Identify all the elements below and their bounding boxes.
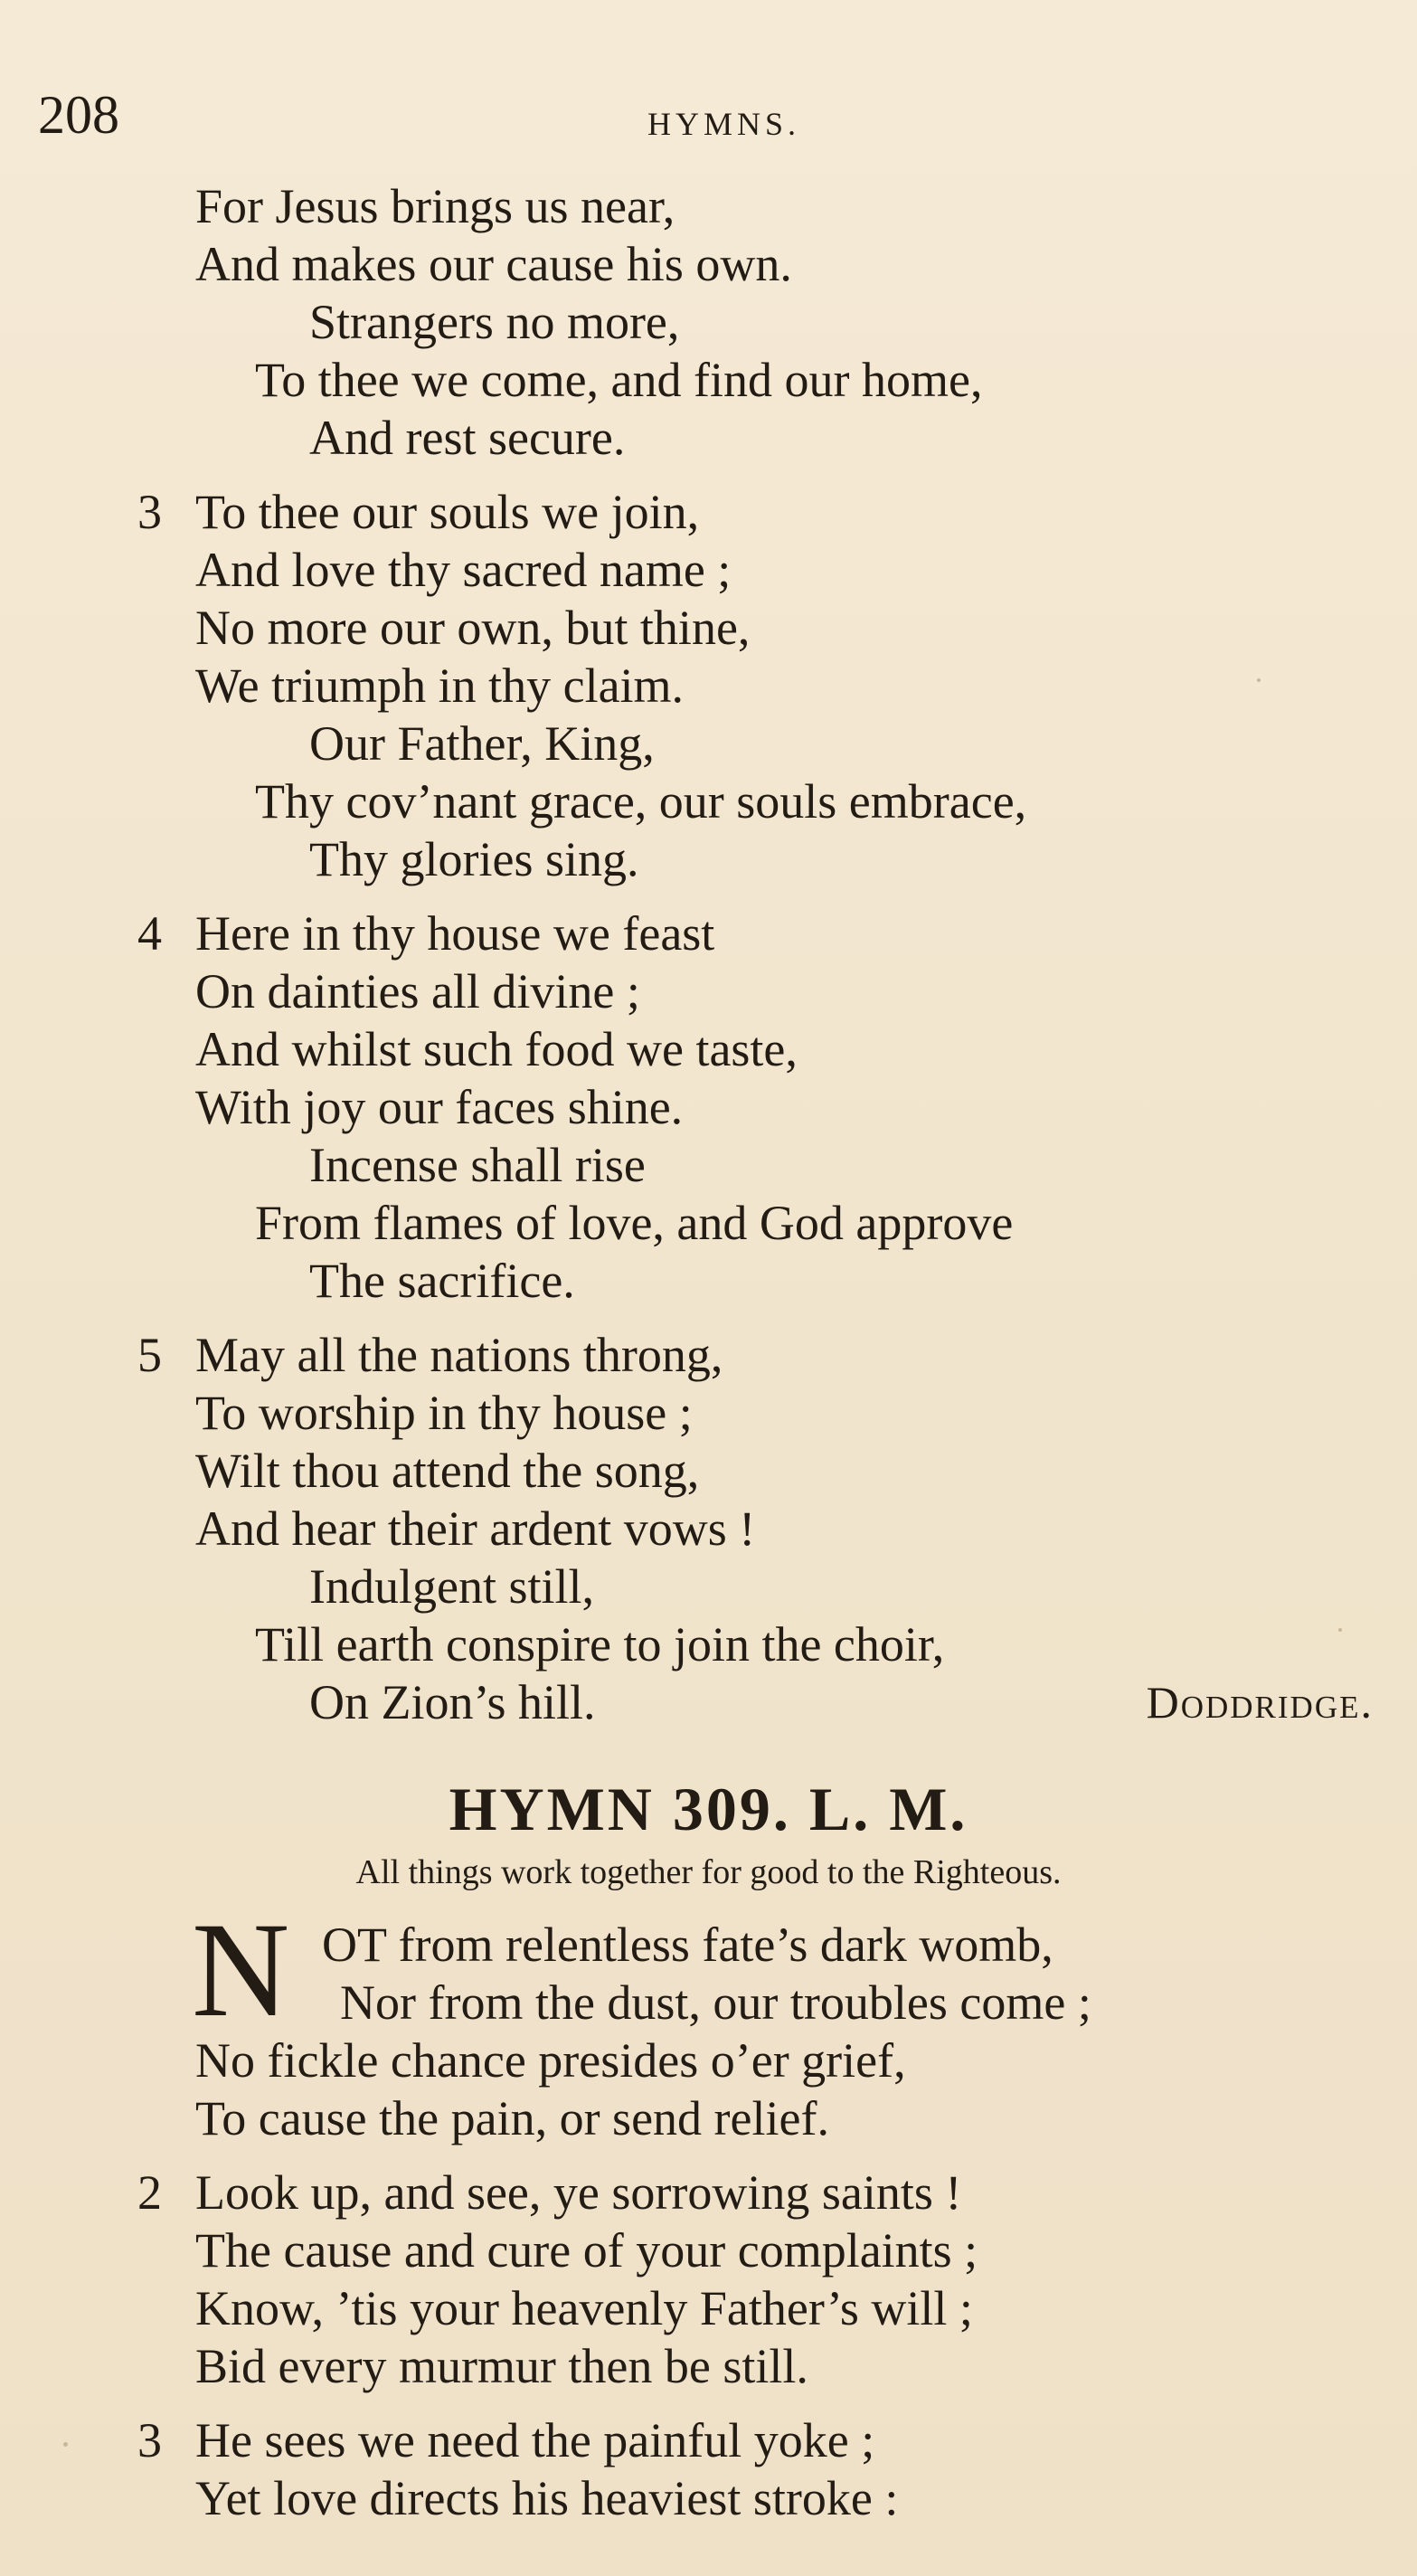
verse-line: He sees we need the painful yoke ; <box>195 2413 875 2467</box>
verse-line: Know, ’tis your heavenly Father’s will ; <box>195 2281 973 2335</box>
verse-line: Strangers no more, <box>309 295 680 349</box>
verse-line: Here in thy house we feast <box>195 906 715 961</box>
verse-line: The cause and cure of your complaints ; <box>195 2223 978 2278</box>
verse-line: No fickle chance presides o’er grief, <box>195 2033 906 2088</box>
hymn-title: HYMN 309. L. M. <box>449 1775 968 1843</box>
paper-speck <box>1257 678 1261 682</box>
verse-line: OT from relentless fate’s dark womb, <box>322 1918 1053 1972</box>
verse-line: Till earth conspire to join the choir, <box>255 1617 945 1672</box>
verse-line: And whilst such food we taste, <box>195 1022 798 1076</box>
running-title: HYMNS. <box>647 106 801 142</box>
verse-line: For Jesus brings us near, <box>195 179 675 233</box>
verse-line: The sacrifice. <box>309 1254 575 1308</box>
verse-line: On Zion’s hill. <box>309 1675 596 1729</box>
stanza-number: 3 <box>137 2413 162 2467</box>
stanza-number: 4 <box>137 906 162 961</box>
verse-line: And love thy sacred name ; <box>195 543 732 597</box>
verse-line: And makes our cause his own. <box>195 237 792 291</box>
verse-line: Thy cov’nant grace, our souls embrace, <box>255 774 1027 829</box>
paper-speck <box>63 2442 68 2447</box>
verse-line: May all the nations throng, <box>195 1328 723 1382</box>
verse-line: Wilt thou attend the song, <box>195 1444 700 1498</box>
drop-cap: N <box>192 1895 290 2045</box>
stanza-number: 3 <box>137 485 162 539</box>
verse-line: Thy glories sing. <box>309 832 639 886</box>
stanza-number: 2 <box>137 2165 162 2220</box>
verse-line: Bid every murmur then be still. <box>195 2339 808 2393</box>
verse-line: Indulgent still, <box>309 1559 594 1614</box>
page-number: 208 <box>38 85 119 145</box>
author-attribution: Doddridge. <box>1146 1677 1374 1728</box>
verse-line: And rest secure. <box>309 411 626 465</box>
stanza-number: 5 <box>137 1328 162 1382</box>
verse-line: To thee our souls we join, <box>195 485 700 539</box>
verse-line: We triumph in thy claim. <box>195 658 685 713</box>
verse-line: With joy our faces shine. <box>195 1080 684 1134</box>
verse-line: On dainties all divine ; <box>195 964 640 1018</box>
paper-speck <box>1338 1628 1342 1632</box>
verse-line: Yet love directs his heaviest stroke : <box>195 2471 899 2525</box>
verse-line: From flames of love, and God approve <box>255 1196 1014 1250</box>
hymn-subtitle: All things work together for good to the Righteous. <box>355 1853 1062 1891</box>
verse-line: Our Father, King, <box>309 716 655 771</box>
verse-line: To thee we come, and find our home, <box>255 353 983 407</box>
verse-line: And hear their ardent vows ! <box>195 1501 756 1556</box>
verse-line: Incense shall rise <box>309 1138 646 1192</box>
verse-line: Look up, and see, ye sorrowing saints ! <box>195 2165 962 2220</box>
verse-line: No more our own, but thine, <box>195 601 751 655</box>
verse-line: To worship in thy house ; <box>195 1386 693 1440</box>
verse-line: To cause the pain, or send relief. <box>195 2091 829 2145</box>
verse-line: Nor from the dust, our troubles come ; <box>340 1975 1091 2030</box>
